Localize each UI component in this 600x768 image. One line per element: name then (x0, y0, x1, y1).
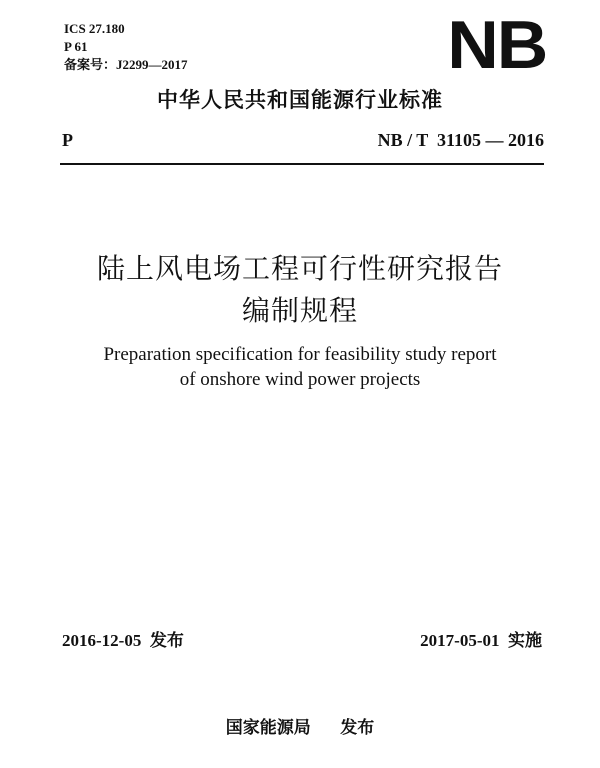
nb-logo: NB (447, 7, 546, 83)
filing-number (64, 56, 188, 75)
chinese-title-line-1: 陆上风电场工程可行性研究报告 (96, 252, 503, 285)
english-title-line-1: Preparation specification for feasibility study report (103, 344, 497, 365)
implementation-date-label: 实施 (508, 631, 542, 651)
header-divider (60, 163, 544, 165)
standard-number: NB / T 31105 — 2016 (377, 130, 544, 150)
ics-code: ICS 27.180 (64, 21, 125, 36)
chinese-title (0, 248, 600, 332)
category-code: P (62, 130, 73, 150)
ccs-code: P 61 (64, 39, 88, 54)
chinese-title-line-2: 编制规程 (241, 294, 358, 327)
publisher-name: 国家能源局 (225, 718, 311, 738)
english-title (0, 342, 600, 392)
publisher (0, 716, 600, 740)
issue-date-value: 2016-12-05 (62, 631, 142, 650)
filing-value: J2299—2017 (116, 57, 188, 72)
implementation-date-value: 2017-05-01 (420, 631, 500, 650)
classification-block (64, 20, 188, 75)
issue-date-label: 发布 (149, 631, 184, 651)
english-title-line-2: of onshore wind power projects (179, 369, 421, 390)
issue-date (62, 630, 184, 652)
standard-type-heading: 中华人民共和国能源行业标准 (157, 88, 443, 112)
publisher-label: 发布 (340, 718, 375, 738)
filing-label: 备案号： (64, 58, 117, 73)
implementation-date (420, 630, 542, 652)
